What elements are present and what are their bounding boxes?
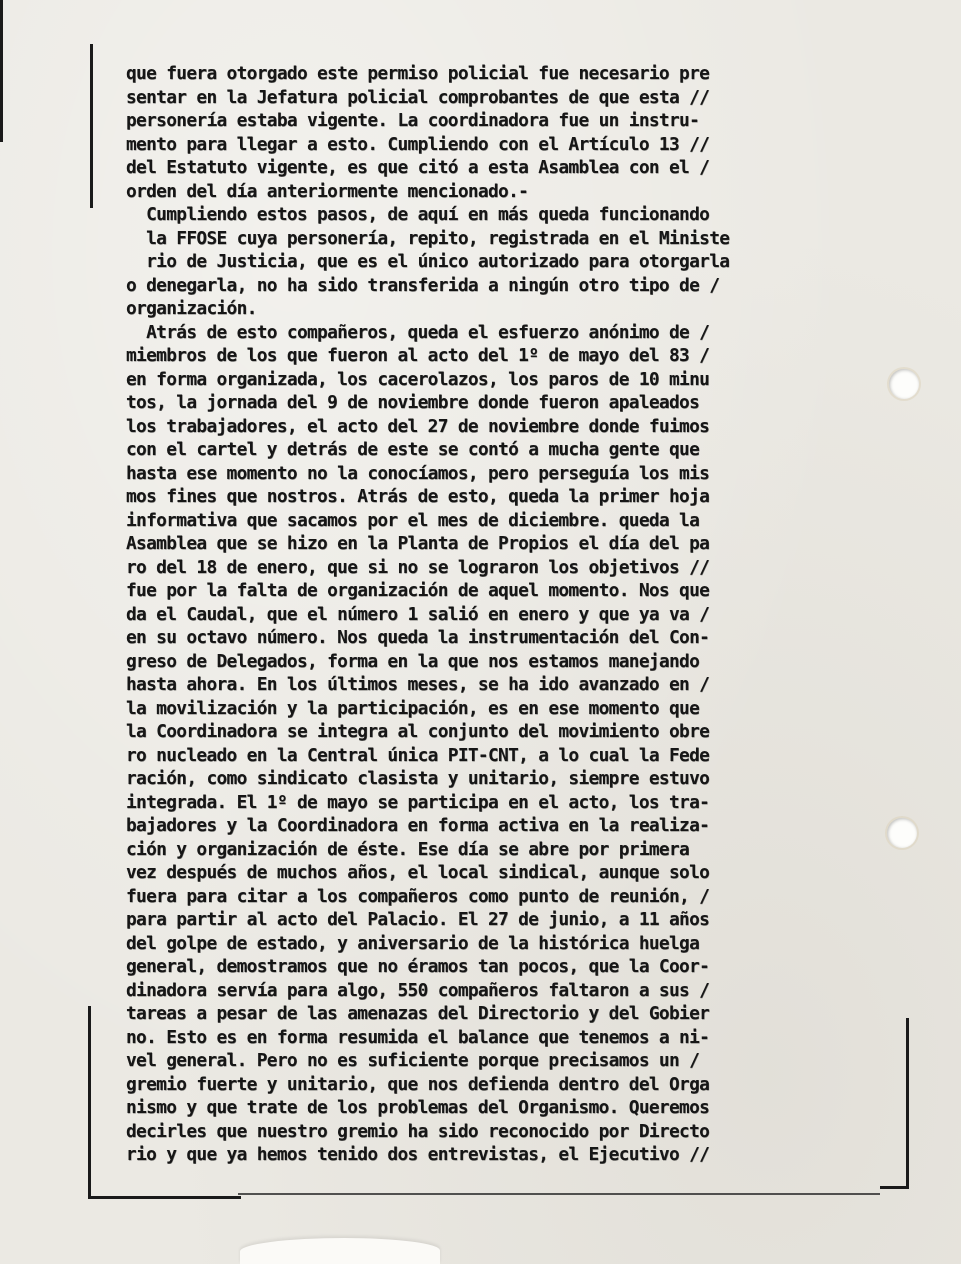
text-line: en forma organizada, los cacerolazos, los paros de 10 minu [126,368,710,390]
text-line: Asamblea que se hizo en la Planta de Propios el día del pa [126,533,710,554]
text-line: greso de Delegados, forma en la que nos estamos manejando [126,650,700,672]
typewritten-text-block [126,62,886,1167]
text-line: con el cartel y detrás de este se contó a mucha gente que [126,439,700,460]
text-line: tos, la jornada del 9 de noviembre donde fueron apaleados [126,392,700,413]
text-line: los trabajadores, el acto del 27 de noviembre donde fuimos [126,415,710,437]
text-line: tareas a pesar de las amenazas del Directorio y del Gobier [126,1003,710,1024]
text-line: informativa que sacamos por el mes de diciembre. queda la [126,509,700,531]
text-line: mos fines que nostros. Atrás de esto, queda la primer hoja [126,486,710,507]
text-line: vel general. Pero no es suficiente porque precisamos un / [126,1050,700,1071]
text-line: hasta ese momento no la conocíamos, pero perseguía los mis [126,462,710,484]
punch-hole [887,818,917,848]
text-line: del golpe de estado, y aniversario de la histórica huelga [126,932,700,954]
text-line: Cumpliendo estos pasos, de aquí en más queda funcionando [126,204,710,225]
text-line: en su octavo número. Nos queda la instrumentación del Con- [126,627,710,648]
text-line: fuera para citar a los compañeros como punto de reunión, / [126,885,710,907]
text-line: organización. [126,298,257,319]
text-line: no. Esto es en forma resumida el balance que tenemos a ni- [126,1026,710,1048]
text-line: Atrás de esto compañeros, queda el esfuerzo anónimo de / [126,321,710,343]
text-line: gremio fuerte y unitario, que nos defienda dentro del Orga [126,1073,710,1095]
text-line: ro del 18 de enero, que si no se lograron los objetivos // [126,556,710,578]
text-line: integrada. El 1º de mayo se participa en el acto, los tra- [126,791,710,813]
text-line: bajadores y la Coordinadora en forma activa en la realiza- [126,815,710,836]
text-line: o denegarla, no ha sido transferida a ningún otro tipo de / [126,274,720,296]
text-line: nismo y que trate de los problemas del Organismo. Queremos [126,1097,710,1118]
torn-paper-edge [240,1238,440,1264]
left-margin-bracket-top [90,44,119,208]
text-line: decirles que nuestro gremio ha sido reconocido por Directo [126,1120,710,1142]
text-line: da el Caudal, que el número 1 salió en enero y que ya va / [126,603,710,625]
text-line: que fuera otorgado este permiso policial fue necesario pre [126,63,710,84]
text-line: rio de Justicia, que es el único autorizado para otorgarla [126,251,730,272]
text-line: mento para llegar a esto. Cumpliendo con el Artículo 13 // [126,133,710,155]
right-margin-bracket-top [0,0,3,142]
text-line: vez después de muchos años, el local sindical, aunque solo [126,862,710,883]
text-line: rio y que ya hemos tenido dos entrevistas, el Ejecutivo // [126,1144,710,1165]
text-line: fue por la falta de organización de aquel momento. Nos que [126,580,710,601]
text-line: la Coordinadora se integra al conjunto del movimiento obre [126,721,710,742]
text-line: personería estaba vigente. La coordinadora fue un instru- [126,110,700,131]
text-line: general, demostramos que no éramos tan pocos, que la Coor- [126,956,710,977]
text-line: ción y organización de éste. Ese día se abre por primera [126,838,690,860]
text-line: ro nucleado en la Central única PIT-CNT, a lo cual la Fede [126,744,710,766]
text-line: la movilización y la participación, es en ese momento que [126,697,700,719]
punch-hole [889,369,919,399]
text-line: del Estatuto vigente, es que citó a esta Asamblea con el / [126,157,710,178]
bottom-underline-rule [238,1193,880,1195]
text-line: hasta ahora. En los últimos meses, se ha ido avanzado en / [126,674,710,695]
text-line: para partir al acto del Palacio. El 27 de junio, a 11 años [126,909,710,930]
text-line: sentar en la Jefatura policial comprobantes de que esta // [126,86,710,108]
text-line: la FFOSE cuya personería, repito, registrada en el Ministe [126,227,730,249]
text-line: miembros de los que fueron al acto del 1º de mayo del 83 / [126,345,710,366]
text-line: ración, como sindicato clasista y unitario, siempre estuvo [126,768,710,789]
text-line: dinadora servía para algo, 550 compañeros faltaron a sus / [126,979,710,1001]
text-line: orden del día anteriormente mencionado.- [126,180,529,202]
